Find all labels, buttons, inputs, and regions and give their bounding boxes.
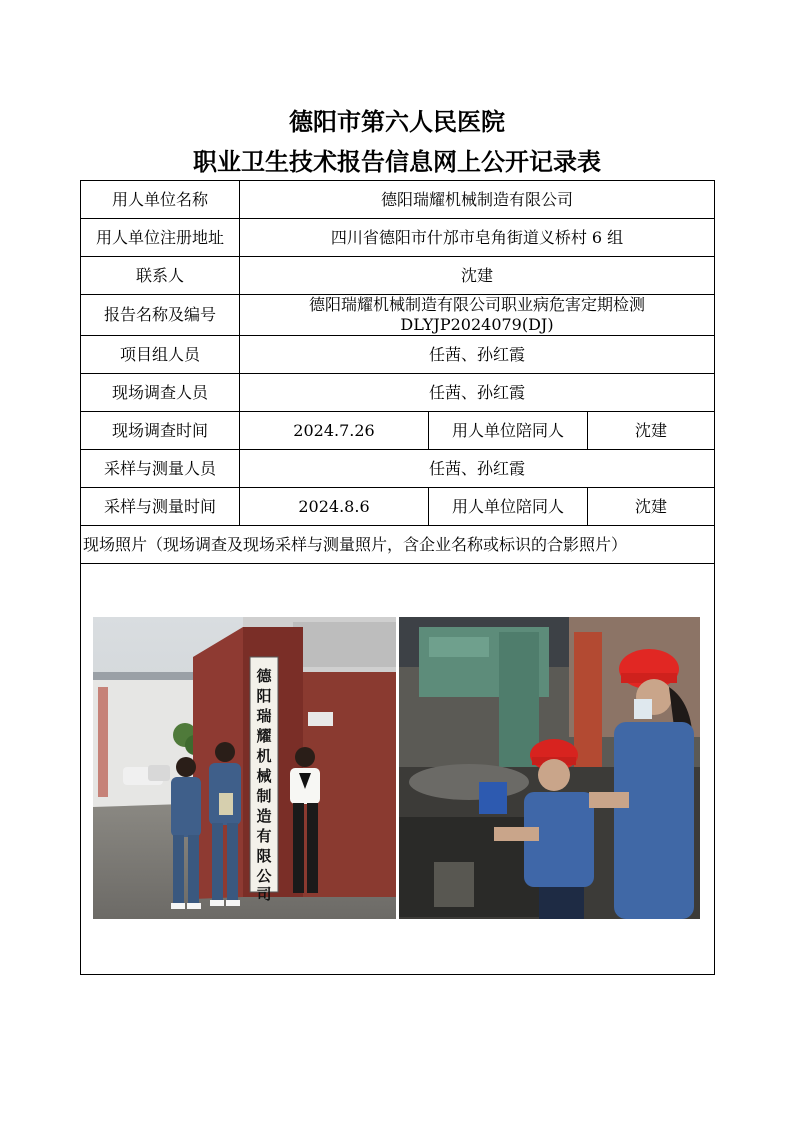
row-survey-staff — [81, 374, 715, 412]
row-report — [81, 295, 715, 336]
signboard-char: 德 — [256, 667, 272, 685]
photos-header: 现场照片（现场调查及现场采样与测量照片，含企业名称或标识的合影照片） — [81, 526, 715, 564]
signboard-char: 造 — [256, 807, 272, 825]
sampling-escort-label: 用人单位陪同人 — [429, 488, 588, 526]
row-contact — [81, 257, 715, 295]
sampling-time-label: 采样与测量时间 — [81, 488, 240, 526]
sampling-time-value: 2024.8.6 — [240, 488, 429, 526]
contact-label: 联系人 — [81, 257, 240, 295]
row-photos-header — [81, 526, 715, 564]
address-value: 四川省德阳市什邡市皂角街道义桥村 6 组 — [240, 219, 715, 257]
signboard-char: 阳 — [256, 687, 272, 705]
survey-escort-value: 沈建 — [588, 412, 715, 450]
survey-escort-label: 用人单位陪同人 — [429, 412, 588, 450]
row-address — [81, 219, 715, 257]
signboard-char: 限 — [256, 847, 272, 865]
survey-time-label: 现场调查时间 — [81, 412, 240, 450]
signboard-char: 瑞 — [256, 707, 272, 725]
signboard-char: 公 — [256, 867, 272, 885]
signboard-char: 有 — [256, 827, 272, 845]
team-label: 项目组人员 — [81, 336, 240, 374]
sampling-escort-value: 沈建 — [588, 488, 715, 526]
row-team — [81, 336, 715, 374]
row-photos — [81, 564, 715, 975]
report-label: 报告名称及编号 — [81, 295, 240, 336]
sampling-staff-label: 采样与测量人员 — [81, 450, 240, 488]
signboard-char: 耀 — [256, 727, 272, 745]
survey-staff-label: 现场调查人员 — [81, 374, 240, 412]
survey-time-value: 2024.7.26 — [240, 412, 429, 450]
report-value — [240, 295, 715, 336]
record-table — [80, 180, 715, 975]
contact-value: 沈建 — [240, 257, 715, 295]
address-label: 用人单位注册地址 — [81, 219, 240, 257]
row-sampling-staff — [81, 450, 715, 488]
photo-area — [81, 564, 714, 974]
signboard-char: 机 — [256, 747, 272, 765]
row-survey-time — [81, 412, 715, 450]
team-value: 任茜、孙红霞 — [240, 336, 715, 374]
signboard-char: 械 — [256, 767, 272, 785]
report-number: DLYJP2024079(DJ) — [400, 315, 554, 334]
row-sampling-time — [81, 488, 715, 526]
group-photo-image — [93, 617, 396, 919]
form-title: 职业卫生技术报告信息网上公开记录表 — [193, 148, 601, 176]
employer-name-value: 德阳瑞耀机械制造有限公司 — [240, 181, 715, 219]
employer-name-label: 用人单位名称 — [81, 181, 240, 219]
group-photo — [93, 617, 396, 919]
sampling-photo — [399, 617, 700, 919]
hospital-title: 德阳市第六人民医院 — [289, 108, 505, 136]
signboard-char: 制 — [256, 787, 272, 805]
sampling-photo-image — [399, 617, 700, 919]
signboard-char: 司 — [256, 885, 272, 903]
survey-staff-value: 任茜、孙红霞 — [240, 374, 715, 412]
row-employer-name — [81, 181, 715, 219]
sampling-staff-value: 任茜、孙红霞 — [240, 450, 715, 488]
report-name: 德阳瑞耀机械制造有限公司职业病危害定期检测 — [309, 295, 646, 314]
